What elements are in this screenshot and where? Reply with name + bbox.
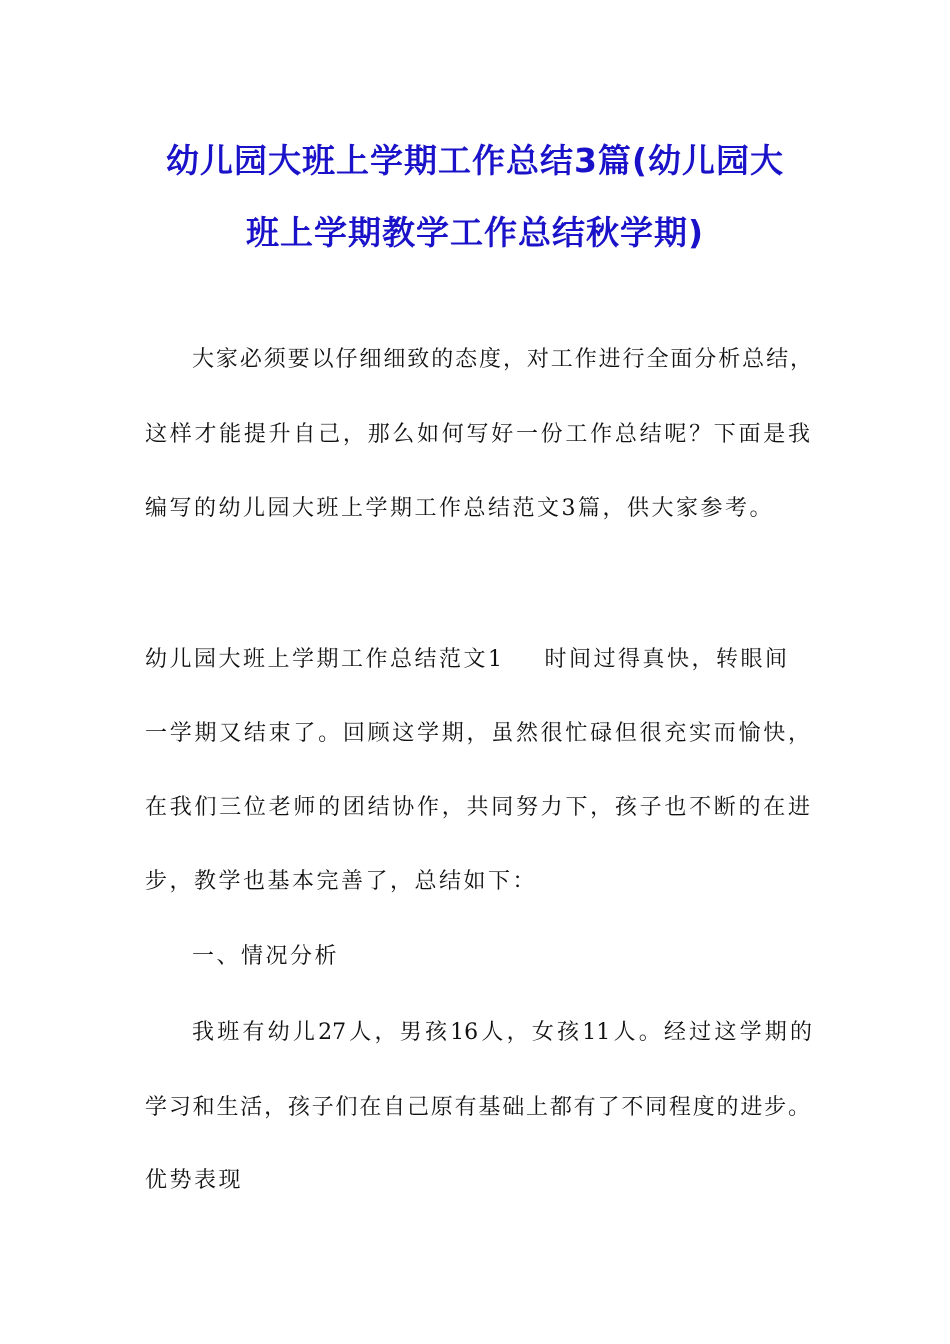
section1-heading: 幼儿园大班上学期工作总结范文1 (145, 647, 505, 672)
analysis-line-1: 我班有幼儿27人，男孩16人，女孩11人。经过这学期的 (192, 1020, 812, 1045)
section1-first-line (145, 645, 810, 675)
intro-line-1: 大家必须要以仔细细致的态度，对工作进行全面分析总结， (192, 347, 812, 372)
document-title-line-1: 幼儿园大班上学期工作总结3篇(幼儿园大 (165, 141, 785, 180)
section1-lead: 时间过得真快，转眼间 (544, 647, 790, 672)
analysis-line-2: 学习和生活，孩子们在自己原有基础上都有了不同程度的进步。 (145, 1095, 810, 1120)
subheading-situation-analysis: 一、情况分析 (192, 944, 340, 969)
section1-body-line-3: 步，教学也基本完善了，总结如下： (145, 869, 538, 894)
section1-body-line-2: 在我们三位老师的团结协作，共同努力下，孩子也不断的在进 (145, 795, 810, 820)
section1-body-line-1: 一学期又结束了。回顾这学期，虽然很忙碌但很充实而愉快， (145, 721, 810, 746)
intro-line-2: 这样才能提升自己，那么如何写好一份工作总结呢？下面是我 (145, 422, 810, 447)
intro-line-3: 编写的幼儿园大班上学期工作总结范文3篇，供大家参考。 (145, 496, 774, 521)
document-title-line-2: 班上学期教学工作总结秋学期) (245, 213, 705, 252)
analysis-line-3: 优势表现 (145, 1168, 244, 1193)
